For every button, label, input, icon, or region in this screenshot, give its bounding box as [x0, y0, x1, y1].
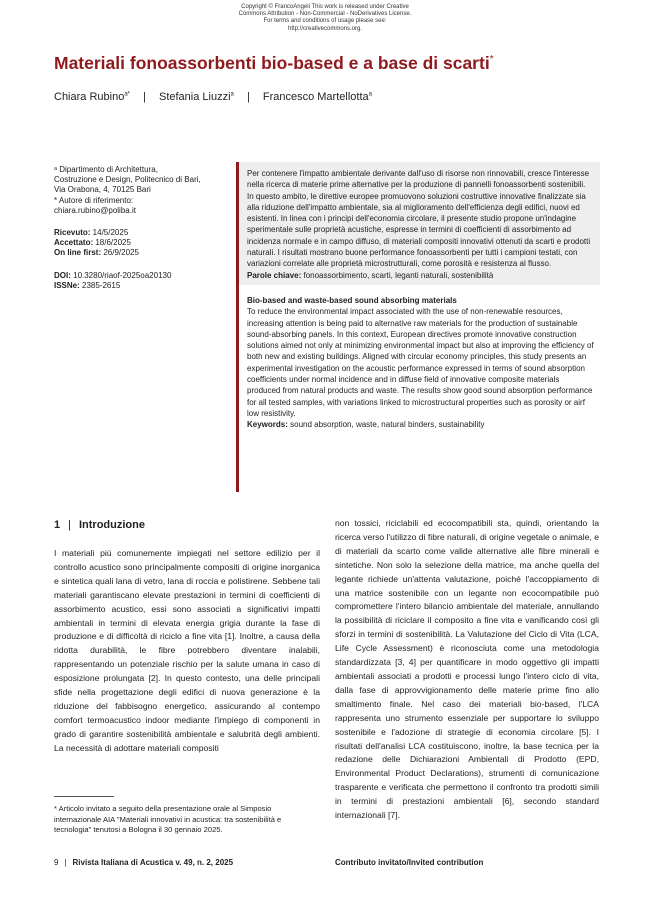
article-sidebar	[54, 165, 224, 291]
accepted-label: Accettato:	[54, 238, 94, 248]
accepted-value: 18/6/2025	[93, 238, 131, 248]
affiliation-line: Costruzione e Design, Politecnico di Bari,	[54, 175, 201, 185]
author-name: Francesco Martellotta	[262, 91, 369, 103]
received-value: 14/5/2025	[90, 228, 129, 238]
footer-separator: |	[64, 858, 67, 867]
accepted-date	[54, 238, 224, 248]
online-date	[54, 248, 224, 258]
body-column-left: I materiali più comunemente impiegati nel settore edilizio per il controllo acustico sono principalmente compositi di origine inorganica e sintetica quali lana di vetro, lana di roccia e polistirene. Sebbene tali materiali garantiscano elevate prestazioni in termini di coefficienti di assorbimento acustico, essi sono associati a significativi impatti ambientali in termini di elevata energia grigia durante la fase di produzione e di difficoltà di riciclo a fine vita [1]. Inoltre, a causa della ridotta durabilità, le fibre potrebbero diventare inalabili, rappresentando un potenziale rischio per la salute umana in caso di esposizione prolungata [2]. In questo contesto, una delle principali sfide nella progettazione degli edifici di nuova generazione è la riduzione del fabbisogno energetico, assicurando al contempo comfort termoacustico indoor mediante l'impiego di componenti in grado di garantire sostenibilità ambientale e salubrità degli ambienti. La necessità di adottare materiali compositi	[54, 548, 320, 753]
author-affiliation-mark: a	[368, 91, 372, 98]
affiliation-line: ᵃ Dipartimento di Architettura,	[54, 165, 158, 174]
copyright-line: For terms and conditions of usage please see:	[263, 18, 387, 25]
keywords-italian-label: Parole chiave:	[247, 270, 302, 280]
issn	[54, 281, 224, 291]
copyright-line: Commons Attribution - Non-Commercial - NoDerivatives License.	[238, 11, 412, 18]
journal-name: Rivista Italiana di Acustica v. 49, n. 2, 2025	[72, 858, 234, 867]
keywords-english-label: Keywords:	[247, 420, 288, 430]
abstract-english-text: To reduce the environmental impact associated with the use of non-renewable resources, increasing attention is being paid to alternative raw materials for the production of sustainable sound-absorbing panels. In this context, European directives promote innovative construction solutions aimed not only at minimizing environmental impact but also at improving the efficiency of both new and existing buildings. Aligned with circular economy principles, this study presents an experimental investigation on the acoustic performance expressed in terms of sound absorption coefficients under normal incidence and in diffuse field of innovative composite materials produced from natural products and waste. The results show good sound absorption performance for all tested samples, with variations linked to microstructural properties such as porosity or airf low resistivity.	[247, 307, 594, 418]
abstract-english	[247, 285, 600, 435]
doi-label: DOI:	[54, 270, 71, 280]
article-type: Contributo invitato/Invited contribution	[335, 858, 484, 867]
keywords-english-value: sound absorption, waste, natural binders, sustainability	[287, 420, 485, 430]
keywords-english	[247, 419, 594, 430]
section-heading	[54, 519, 145, 531]
author-affiliation-mark: a*	[124, 91, 130, 98]
page-number: 9	[54, 858, 59, 867]
online-value: 26/9/2025	[101, 248, 139, 258]
author-name: Chiara Rubino	[54, 91, 125, 103]
affiliation-line: Via Orabona, 4, 70125 Bari	[54, 185, 151, 195]
author-name: Stefania Liuzzi	[158, 91, 231, 103]
title-footnote-mark: *	[489, 54, 494, 65]
copyright-notice	[0, 4, 650, 33]
article-title-text: Materiali fonoassorbenti bio-based e a base di scarti	[54, 52, 490, 73]
footnote: * Articolo invitato a seguito della presentazione orale al Simposio internazionale AIA "Materiali innovativi in acustica: tra sostenibilità e tecnologia" tenutosi a Bologna il 30 gennaio 2025.	[54, 804, 282, 834]
author-separator: |	[143, 91, 146, 103]
online-label: On line first:	[54, 248, 102, 258]
received-date	[54, 228, 224, 238]
doi-value[interactable]: 10.3280/riaof-2025oa20130	[70, 270, 172, 280]
doi	[54, 271, 224, 281]
page-footer-left	[54, 858, 233, 867]
author-list	[54, 91, 372, 103]
section-title: Introduzione	[78, 519, 145, 531]
author-separator: |	[246, 91, 250, 103]
copyright-link[interactable]: http://creativecommons.org.	[287, 25, 363, 32]
abstract-english-title: Bio-based and waste-based sound absorbing materials	[247, 295, 457, 305]
issn-value: 2385-2615	[79, 280, 121, 290]
author-affiliation-mark: a	[230, 91, 234, 98]
abstract-italian	[239, 162, 600, 285]
keywords-italian-value: fonoassorbimento, scarti, leganti naturali, sostenibilità	[301, 270, 494, 280]
footnote-divider	[54, 796, 114, 797]
section-number: 1	[54, 519, 61, 531]
corresponding-label: * Autore di riferimento:	[54, 195, 134, 205]
issn-label: ISSNe:	[54, 280, 80, 290]
copyright-line: Copyright © FrancoAngeli This work is released under Creative	[241, 4, 409, 10]
body-column-right: non tossici, riciclabili ed ecocompatibili sta, quindi, orientando la ricerca verso l'utilizzo di fibre naturali, di origine vegetale o animale, e di materiali da scarto come valide alternative alle fibre minerali e sintetiche. Non solo la selezione della matrice, ma anche quella del legante richiede un'attenta valutazione, poiché l'accoppiamento di una matrice sostenibile con un legante non ecocompatibile può compromettere l'intero bilancio ambientale del materiale, annullando la possibilità di riciclare il composito a fine vita e vanificando così gli sforzi in termini di sostenibilità. La Valutazione del Ciclo di Vita (LCA, Life Cycle Assessment) è riconosciuta come una metodologia standardizzata [3, 4] per quantificare in modo oggettivo gli impatti ambientali associati a prodotti e processi lungo l'intero ciclo di vita, dalla fase di approvvigionamento delle materie prime fino allo smaltimento finale. Nel caso dei materiali bio-based, l'LCA rappresenta uno strumento essenziale per supportare lo sviluppo sostenibile e l'adozione di strategie di economia circolare [5]. I risultati dell'analisi LCA costituiscono, inoltre, la base tecnica per la redazione delle Dichiarazioni Ambientali di Prodotto (EPD, Environmental Product Declarations), strumenti di comunicazione trasparente e verificata che permettono il confronto tra prodotti simili in termini di prestazioni ambientali [6], secondo standard internazionali [7].	[335, 518, 599, 821]
received-label: Ricevuto:	[54, 228, 91, 238]
keywords-italian	[247, 270, 594, 281]
article-title	[54, 49, 614, 74]
abstract-italian-text: Per contenere l'impatto ambientale derivante dall'uso di risorse non rinnovabili, cresce l'interesse nella ricerca di materie prime alternative per la produzione di pannelli fonoassorbenti sostenibili. In questo ambito, le direttive europee promuovono soluzioni costruttive innovative finalizzate sia alla riduzione dell'impatto ambientale, sia al miglioramento dell'efficienza degli edifici, nuovi ed esistenti. In linea con i principi dell'economia circolare, il presente studio propone un'indagine sperimentale sulle proprietà acustiche, espresse in termini di coefficienti di assorbimento ad incidenza normale e in campo diffuso, di materiali compositi innovativi ottenuti da scarti e prodotti naturali. I risultati mostrano buone performance fonoassorbenti per tutti i campioni testati, con variazioni correlate alle proprietà microstrutturali, come porosità e resistenza al flusso.	[247, 169, 591, 269]
section-separator: |	[68, 519, 71, 531]
corresponding-email[interactable]: chiara.rubino@poliba.it	[54, 205, 136, 215]
abstract-panel	[236, 162, 600, 492]
